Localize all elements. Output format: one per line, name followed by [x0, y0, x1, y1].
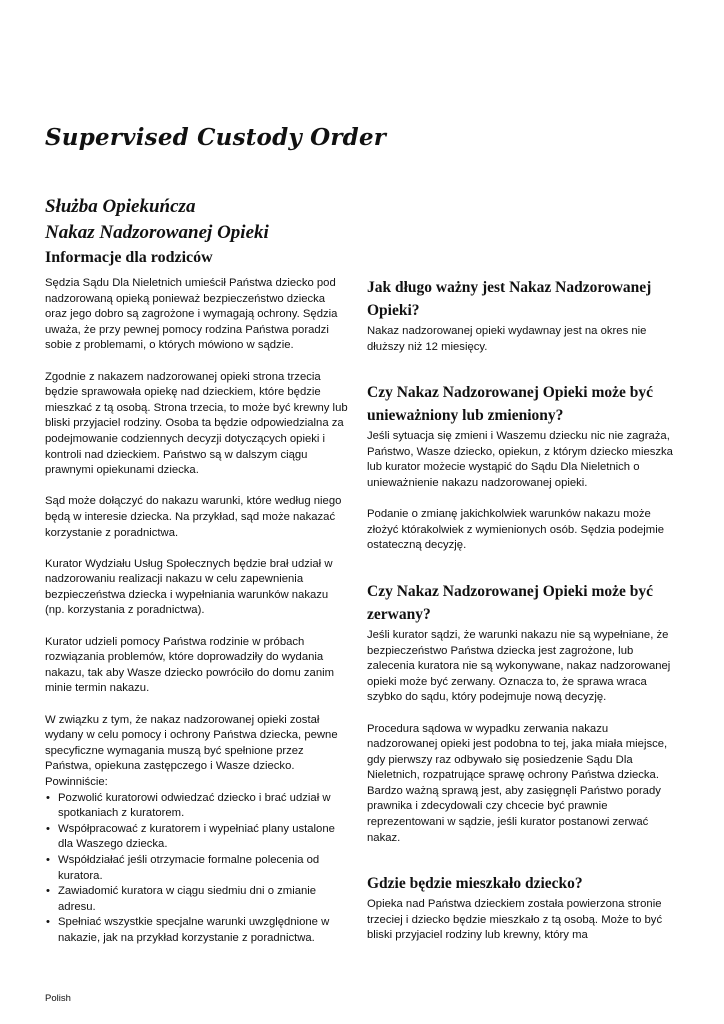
section-heading: Czy Nakaz Nadzorowanej Opieki może być unieważniony lub zmieniony?: [367, 384, 654, 425]
list-item: • Spełniać wszystkie specjalne warunki uwzględnione w nakazie, jak na przykład korzystanie z poradnictwa.: [45, 915, 350, 946]
subtitle: Informacje dla rodziców: [45, 249, 213, 266]
list-item: • Współdziałać jeśli otrzymacie formalne polecenia od kuratora.: [45, 853, 350, 884]
order-name-heading: Nakaz Nadzorowanej Opieki: [45, 222, 269, 243]
requirements-list: [45, 791, 350, 947]
duration-section: [367, 276, 673, 355]
page-title: Supervised Custody Order: [45, 124, 387, 151]
requirements-paragraph: W związku z tym, że nakaz nadzorowanej opieki został wydany w celu pomocy i ochrony Państwa dziecka, pewne specyficzne wymagania muszą być spełnione przez Państwa, opiekuna zastępczego i Wasze dziecko. Powinniście:: [45, 713, 338, 788]
revocation-section: [367, 381, 673, 554]
section-heading: Czy Nakaz Nadzorowanej Opieki może być zerwany?: [367, 582, 654, 623]
residence-section: [367, 872, 673, 944]
supervisor-help-paragraph: Kurator udzieli pomocy Państwa rodzinie w próbach rozwiązania problemów, które doprowadziły do wydania nakazu, tak aby Wasze dziecko powróciło do domu zanim minie termin nakazu.: [45, 635, 335, 695]
section-paragraph: Nakaz nadzorowanej opieki wydawnay jest na okres nie dłuższy niż 12 miesięcy.: [367, 325, 647, 353]
list-item: • Zawiadomić kuratora w ciągu siedmiu dni o zmianie adresu.: [45, 884, 350, 915]
section-paragraph: Jeśli sytuacja się zmieni i Waszemu dziecku nic nie zagraża, Państwo, Wasze dziecko, opiekun, z którym dziecko mieszka lub kurator możecie wystąpić do Sądu Dla Nieletnich o unieważnienie nakazu nadzorowanej opieki.: [367, 430, 673, 489]
conditions-paragraph: Sąd może dołączyć do nakazu warunki, które według niego będą w interesie dziecka. Na przykład, sąd może nakazać korzystanie z poradnictwa.: [45, 495, 342, 539]
section-paragraph: Jeśli kurator sądzi, że warunki nakazu nie są wypełniane, że bezpieczeństwo Państwa dziecka jest zagrożone, lub zalecenia kuratora nie są wykonywane, nakaz nadzorowanej opieki może być zerwany. Oznacza to, że sprawa wraca szybko do sądu, który podejmuje nową decyzję.: [367, 628, 671, 704]
service-name-heading: Służba Opiekuńcza: [45, 196, 196, 217]
section-paragraph: Procedura sądowa w wypadku zerwania nakazu nadzorowanej opieki jest podobna to tej, jaka miała miejsce, gdy pierwszy raz odbywało się posiedzenie Sądu Dla Nieletnich, rozpatrujące sprawę ochrony Państwa dziecka. Bardzo ważną sprawą jest, aby zasięgnęli Państwo porady prawnika i zdecydowali czy chcecie być prawnie reprezentowani w sądzie, jeśli kurator postanowi zerwać nakaz.: [367, 722, 668, 844]
left-column: [45, 276, 350, 947]
section-heading: Gdzie będzie mieszkało dziecko?: [367, 875, 583, 893]
supervisor-role-paragraph: Kurator Wydziału Usług Społecznych będzie brał udział w nadzorowaniu realizacji nakazu w celu zapewnienia bezpieczeństwa dziecka i wypełniania warunków nakazu (np. korzystania z poradnictwa).: [45, 557, 333, 617]
language-label: Polish: [45, 993, 71, 1004]
right-column: [367, 276, 673, 970]
section-paragraph: Podanie o zmianę jakichkolwiek warunków nakazu może złożyć którakolwiek z wymienionych osób. Sędzia podejmie ostateczną decyzję.: [367, 508, 664, 552]
intro-paragraph: Sędzia Sądu Dla Nieletnich umieścił Państwa dziecko pod nadzorowaną opieką ponieważ bezpieczeństwo dziecka oraz jego dobro są zagrożone i wymagają ochrony. Sędzia uważa, że przy pewnej pomocy rodzina Państwa poradzi sobie z problemami, o których mówiono w sądzie.: [45, 277, 338, 352]
list-item: • Współpracować z kuratorem i wypełniać plany ustalone dla Waszego dziecka.: [45, 822, 350, 853]
list-item: • Pozwolić kuratorowi odwiedzać dziecko i brać udział w spotkaniach z kuratorem.: [45, 791, 350, 822]
third-party-paragraph: Zgodnie z nakazem nadzorowanej opieki strona trzecia będzie sprawowała opiekę nad dzieckiem, które będzie mieszkać z tą osobą. Strona trzecia, to może być krewny lub bliski przyjaciel rodziny. Osoba ta będzie odpowiedzialna za podejmowanie codziennych decyzji dotyczących opieki i kontroli nad dzieckiem. Państwo są w dalszym ciągu prawnymi opiekunami dziecka.: [45, 370, 348, 477]
section-paragraph: Opieka nad Państwa dzieckiem została powierzona stronie trzeciej i dziecko będzie mieszkało z tą osobą. Może to być bliski przyjaciel rodziny lub krewny, który ma: [367, 898, 663, 942]
breach-section: [367, 580, 673, 846]
section-heading: Jak długo ważny jest Nakaz Nadzorowanej Opieki?: [367, 279, 652, 319]
